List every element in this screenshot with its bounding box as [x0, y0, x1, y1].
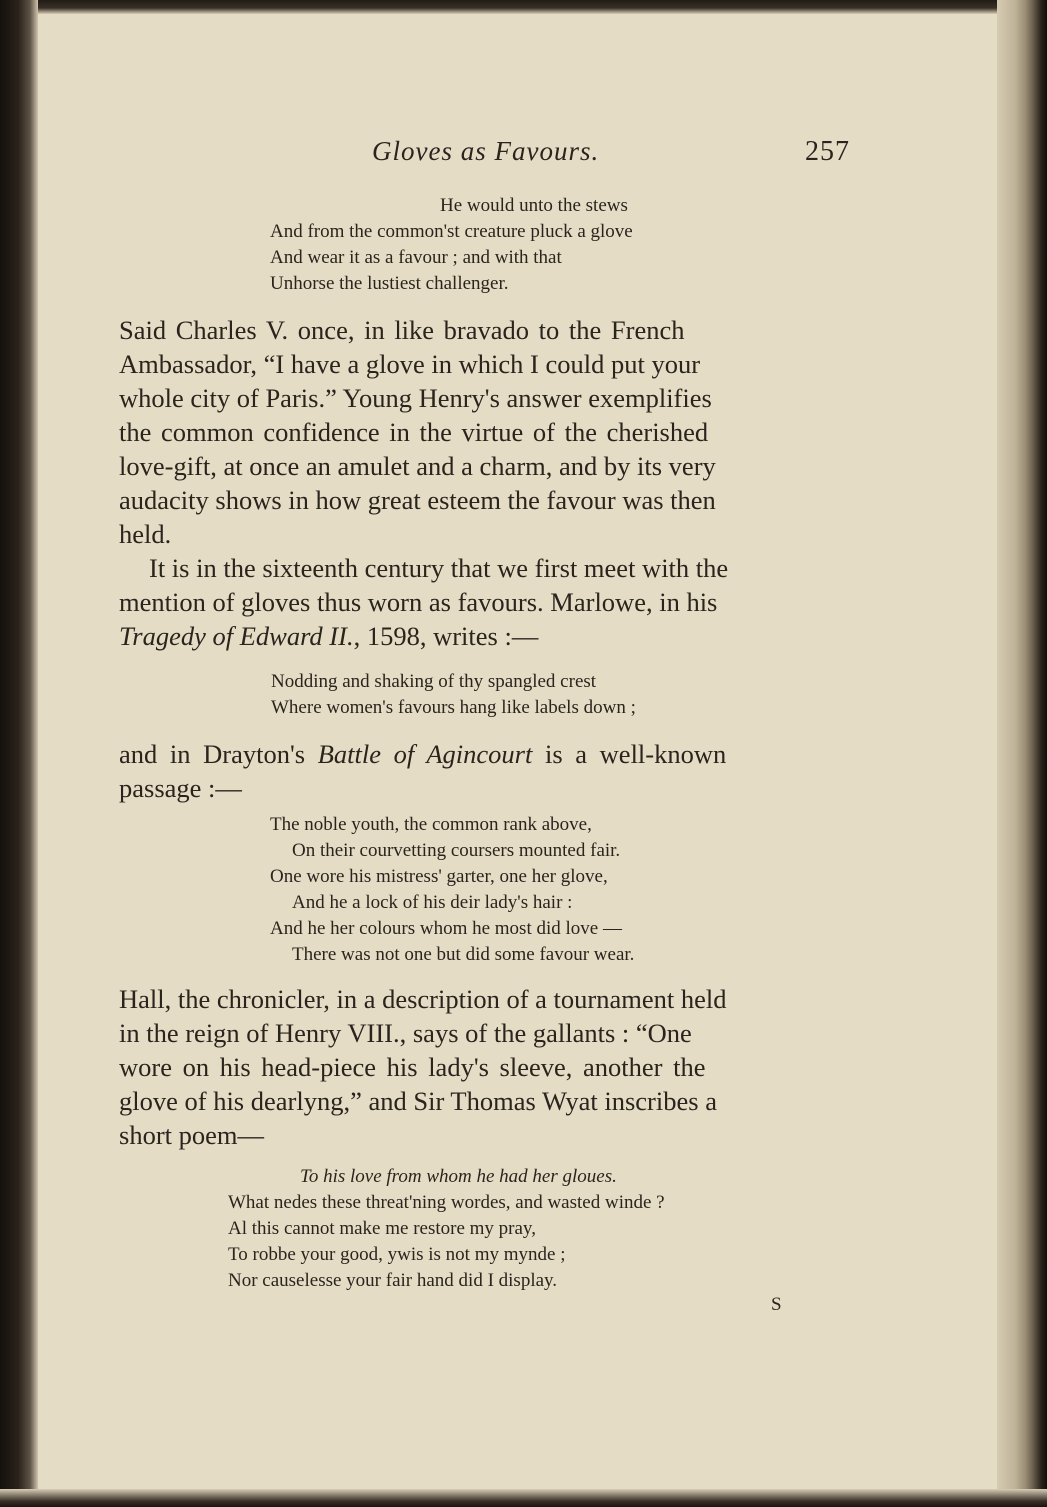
- page-bottom-edge: [0, 1489, 1047, 1507]
- prose-line: short poem—: [119, 1120, 264, 1150]
- paragraph-charles-v: [119, 313, 716, 551]
- verse-line: One wore his mistress' garter, one her glove,: [270, 866, 608, 887]
- prose-line: Said Charles V. once, in like bravado to the French: [119, 315, 685, 345]
- verse-line: Where women's favours hang like labels down ;: [271, 697, 636, 718]
- work-title: Battle of Agincourt: [317, 739, 533, 769]
- verse-quote-3: [270, 812, 634, 968]
- prose-line: Hall, the chronicler, in a description of a tournament held: [119, 984, 727, 1014]
- verse-line: And he her colours whom he most did love —: [270, 918, 622, 939]
- prose-line: mention of gloves thus worn as favours. Marlowe, in his: [119, 587, 718, 617]
- verse-quote-1: [270, 193, 633, 297]
- prose-line: [119, 737, 726, 771]
- poem-line: What nedes these threat'ning wordes, and wasted winde ?: [228, 1192, 665, 1213]
- signature-mark: S: [771, 1294, 782, 1315]
- poem-title: To his love from whom he had her gloues.: [300, 1166, 617, 1187]
- page-top-edge: [0, 0, 1047, 14]
- prose-line: in the reign of Henry VIII., says of the gallants : “One: [119, 1018, 692, 1048]
- prose-line: Ambassador, “I have a glove in which I could put your: [119, 349, 701, 379]
- verse-line: And he a lock of his deir lady's hair :: [292, 892, 573, 913]
- prose-line: love-gift, at once an amulet and a charm, and by its very: [119, 451, 716, 481]
- prose-line: [119, 619, 728, 653]
- poem-line: Al this cannot make me restore my pray,: [228, 1218, 536, 1239]
- wyat-poem: [228, 1164, 665, 1294]
- work-title: Tragedy of Edward II.: [119, 621, 354, 651]
- page-fore-edge: [997, 0, 1047, 1507]
- paragraph-drayton: [119, 737, 726, 805]
- poem-line: Nor causelesse your fair hand did I display.: [228, 1270, 558, 1291]
- paragraph-hall-chronicler: [119, 982, 727, 1152]
- verse-line: Nodding and shaking of thy spangled crest: [271, 671, 597, 692]
- verse-line: And from the common'st creature pluck a glove: [270, 221, 633, 242]
- running-title: Gloves as Favours.: [372, 136, 600, 166]
- verse-line: On their courvetting coursers mounted fair.: [292, 840, 621, 861]
- page-number: 257: [805, 136, 850, 167]
- book-binding-shadow: [0, 0, 38, 1507]
- prose-text: is a well-known: [532, 739, 727, 769]
- prose-line: the common confidence in the virtue of the cherished: [119, 417, 709, 447]
- verse-line: He would unto the stews: [440, 195, 628, 216]
- verse-line: And wear it as a favour ; and with that: [270, 247, 562, 268]
- prose-line: audacity shows in how great esteem the favour was then: [119, 485, 716, 515]
- verse-quote-2: [271, 669, 636, 721]
- poem-line: To robbe your good, ywis is not my mynde ;: [228, 1244, 566, 1265]
- verse-line: The noble youth, the common rank above,: [270, 814, 592, 835]
- prose-line: It is in the sixteenth century that we first meet with the: [149, 553, 729, 583]
- prose-line: wore on his head-piece his lady's sleeve, another the: [119, 1052, 706, 1082]
- prose-line: whole city of Paris.” Young Henry's answer exemplifies: [119, 383, 712, 413]
- paragraph-sixteenth-century: [119, 551, 728, 653]
- prose-line: passage :—: [119, 773, 242, 803]
- verse-line: There was not one but did some favour wear.: [292, 944, 635, 965]
- prose-text: and in Drayton's: [119, 739, 318, 769]
- verse-line: Unhorse the lustiest challenger.: [270, 273, 509, 294]
- prose-line: held.: [119, 519, 172, 549]
- prose-line: glove of his dearlyng,” and Sir Thomas Wyat inscribes a: [119, 1086, 717, 1116]
- prose-text: , 1598, writes :—: [353, 621, 539, 651]
